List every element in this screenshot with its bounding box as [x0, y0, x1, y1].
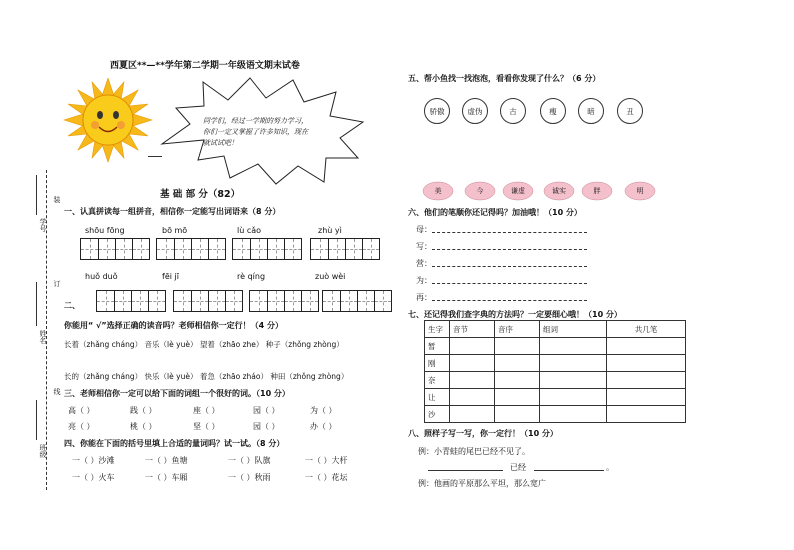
table-header: 音节 [450, 321, 495, 338]
table-cell[interactable] [450, 406, 495, 423]
table-char: 奈 [425, 372, 450, 389]
name-label: 姓名 [39, 330, 47, 344]
table-cell[interactable] [495, 389, 540, 406]
answer-line[interactable] [428, 470, 503, 471]
example-1: 例：小青蛙的尾巴已经不见了。 [418, 447, 530, 456]
table-cell[interactable] [540, 372, 607, 389]
answer-line[interactable] [432, 266, 587, 267]
bubble-circle[interactable]: 骄傲 [424, 98, 450, 124]
pinyin-8: zuò wèi [315, 272, 346, 281]
q1-title: 一、认真拼读每一组拼音，相信你一定能写出词语来（8 分） [64, 207, 281, 216]
flower-row [420, 178, 660, 204]
dictionary-table [424, 320, 686, 423]
class-line [36, 400, 37, 440]
table-cell[interactable] [540, 406, 607, 423]
table-cell[interactable] [450, 389, 495, 406]
example-2: 例：他画的平原那么平坦，那么宽广 [418, 479, 546, 488]
flower-card[interactable]: 美 [434, 187, 442, 195]
flower-card[interactable]: 谦虚 [511, 187, 525, 195]
flower-card[interactable]: 诚实 [552, 187, 566, 195]
pinyin-3: lù cǎo [237, 226, 262, 235]
q2-line-2: 长的（zhǎng cháng） 快乐（lè yuè） 着急（zhāo zháo） 种田（zhǒng zhòng） [64, 372, 349, 381]
answer-line[interactable] [432, 300, 587, 301]
table-cell[interactable] [450, 355, 495, 372]
table-row [425, 321, 686, 338]
pinyin-6: fēi jī [162, 272, 179, 281]
pinyin-1: shōu fōng [85, 226, 125, 235]
section-heading: 基 础 部 分（82） [160, 189, 241, 200]
table-row [425, 406, 686, 423]
bubble-text: 同学们，经过一学期的努力学习，你们一定又掌握了许多知识，现在就试试吧！ [203, 117, 308, 147]
table-cell[interactable] [495, 338, 540, 355]
table-cell[interactable] [607, 355, 686, 372]
table-header: 音序 [495, 321, 540, 338]
table-row [425, 355, 686, 372]
q5-title: 五、帮小鱼找一找泡泡，看看你发现了什么？（6 分） [408, 74, 601, 83]
bubble-circle[interactable]: 瘦 [540, 98, 566, 124]
table-cell[interactable] [495, 372, 540, 389]
q4-item: 一（ ）火车 [72, 473, 115, 482]
q3-word: 桃（ ） [130, 422, 157, 431]
q2-title: 你能用“ √”选择正确的读音吗？老师相信你一定行！（4 分） [64, 321, 283, 330]
bubble-circle[interactable]: 暗 [578, 98, 604, 124]
student-number-line [36, 175, 37, 215]
bubble-circle[interactable]: 虚伪 [462, 98, 488, 124]
q4-item: 一（ ）鱼塘 [145, 456, 188, 465]
table-cell[interactable] [450, 372, 495, 389]
q2-line-1: 长着（zhǎng cháng） 音乐（lè yuè） 望着（zhāo zhe） 种子（zhǒng zhòng） [64, 340, 344, 349]
pinyin-4: zhù yì [318, 226, 342, 235]
table-cell[interactable] [540, 338, 607, 355]
table-cell[interactable] [495, 355, 540, 372]
stroke-char: 再： [416, 293, 432, 302]
q3-word: 园（ ） [253, 406, 280, 415]
flower-card[interactable]: 明 [636, 187, 644, 195]
period: 。 [606, 463, 614, 472]
stroke-char: 营： [416, 259, 432, 268]
q3-word: 为（ ） [310, 406, 337, 415]
table-cell[interactable] [540, 389, 607, 406]
q2-prefix: 二、 [64, 301, 80, 310]
table-cell[interactable] [607, 389, 686, 406]
sun-illustration [62, 78, 158, 164]
name-line [36, 282, 37, 326]
table-header: 生字 [425, 321, 450, 338]
q6-title: 六、他们的笔顺你还记得吗？加油哦！（10 分） [408, 208, 582, 217]
stroke-char: 母： [416, 225, 432, 234]
table-cell[interactable] [607, 406, 686, 423]
answer-line[interactable] [432, 232, 587, 233]
table-char: 暂 [425, 338, 450, 355]
pinyin-7: rè qíng [237, 272, 266, 281]
table-row [425, 389, 686, 406]
writing-grid[interactable] [310, 238, 380, 260]
answer-line[interactable] [534, 470, 604, 471]
answer-line[interactable] [432, 283, 587, 284]
table-char: 让 [425, 389, 450, 406]
table-cell[interactable] [540, 355, 607, 372]
answer-line[interactable] [432, 249, 587, 250]
flower-card[interactable]: 胖 [593, 187, 601, 195]
q4-title: 四、你能在下面的括号里填上合适的量词吗？试一试。（8 分） [64, 439, 285, 448]
writing-grid[interactable] [173, 290, 243, 312]
table-char: 沙 [425, 406, 450, 423]
writing-grid[interactable] [156, 238, 226, 260]
seal-xian: 线 [53, 388, 61, 395]
q4-item: 一（ ）花坛 [305, 473, 348, 482]
writing-grid[interactable] [232, 238, 302, 260]
bubble-circle[interactable]: 古 [500, 98, 526, 124]
writing-grid[interactable] [96, 290, 166, 312]
writing-grid[interactable] [322, 290, 392, 312]
table-char: 刚 [425, 355, 450, 372]
q3-word: 高（ ） [68, 406, 95, 415]
q3-word: 践（ ） [130, 406, 157, 415]
q3-word: 亮（ ） [68, 422, 95, 431]
q3-word: 坚（ ） [193, 422, 220, 431]
pinyin-5: huǒ duǒ [85, 272, 118, 281]
example-1-mid: 已经 [510, 463, 526, 472]
q4-item: 一（ ）大杆 [305, 456, 348, 465]
stroke-char: 为： [416, 276, 432, 285]
exam-title: 西夏区**—**学年第二学期一年级语文期末试卷 [110, 61, 300, 71]
q3-word: 办（ ） [310, 422, 337, 431]
class-label: 班级 [39, 444, 47, 458]
table-row [425, 338, 686, 355]
table-row [425, 372, 686, 389]
pinyin-2: bō mō [162, 226, 188, 235]
q4-item: 一（ ）沙滩 [72, 456, 115, 465]
seal-ding: 订 [53, 280, 61, 287]
flower-card[interactable]: 今 [476, 187, 484, 195]
student-number-label: 学号 [39, 218, 47, 232]
writing-grid[interactable] [249, 290, 319, 312]
table-cell[interactable] [495, 406, 540, 423]
writing-grid[interactable] [80, 238, 150, 260]
q3-title: 三、老师相信你一定可以给下面的词组一个很好的词。（10 分） [64, 389, 290, 398]
q3-word: 座（ ） [193, 406, 220, 415]
q3-word: 园（ ） [253, 422, 280, 431]
seal-zhuang: 装 [53, 196, 61, 203]
bubble-circle[interactable]: 丑 [617, 98, 643, 124]
table-cell[interactable] [607, 372, 686, 389]
table-header: 组词 [540, 321, 607, 338]
q4-item: 一（ ）队旗 [228, 456, 271, 465]
q4-item: 一（ ）秋雨 [228, 473, 271, 482]
q4-item: 一（ ）车厢 [145, 473, 188, 482]
stroke-char: 写： [416, 242, 432, 251]
table-cell[interactable] [450, 338, 495, 355]
table-cell[interactable] [607, 338, 686, 355]
table-header: 共几笔 [607, 321, 686, 338]
q7-title: 七、还记得我们查字典的方法吗？一定要细心哦！（10 分） [408, 310, 622, 319]
q8-title: 八、照样子写一写，你一定行！（10 分） [408, 429, 558, 438]
